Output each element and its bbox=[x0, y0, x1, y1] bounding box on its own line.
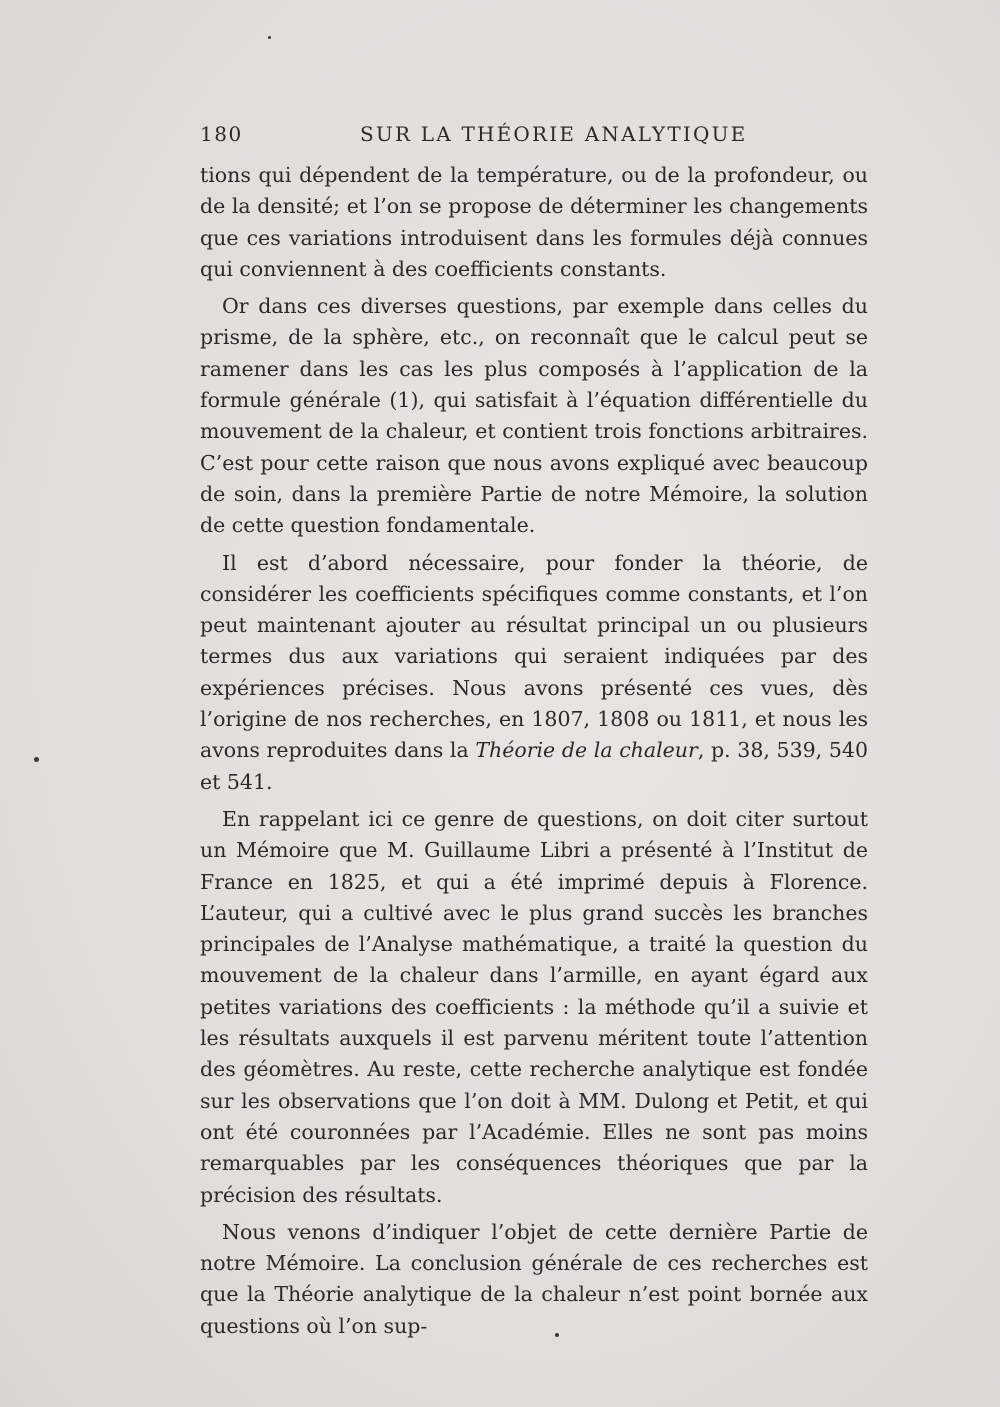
paragraph-3-text-before: Il est d’abord nécessaire, pour fonder la théorie, de considérer les coefficients spécifiques comme constants, et l’on peut maintenant ajouter au résultat principal un ou plusieurs termes dus aux variations qui seraient indiquées par des expériences précises. Nous avons présenté ces vues, dès l’origine de nos recherches, en 1807, 1808 ou 1811, et nous les avons reproduites dans la bbox=[200, 550, 868, 763]
body-text bbox=[200, 160, 868, 1342]
scan-speck bbox=[34, 757, 39, 762]
paragraph-1: tions qui dépendent de la température, ou de la profondeur, ou de la densité; et l’on se propose de déterminer les changements que ces variations introduisent dans les formules déjà connues qui conviennent à des coefficients constants. bbox=[200, 163, 868, 281]
page-header bbox=[200, 122, 867, 152]
scan-speck bbox=[555, 1333, 559, 1337]
scan-speck bbox=[268, 36, 271, 39]
paragraph-5: Nous venons d’indiquer l’objet de cette dernière Partie de notre Mémoire. La conclusion générale de ces recherches est que la Théorie analytique de la chaleur n’est point bornée aux questions où l’on sup- bbox=[200, 1219, 868, 1338]
paragraph-3 bbox=[200, 548, 868, 798]
running-title: SUR LA THÉORIE ANALYTIQUE bbox=[360, 122, 748, 146]
paragraph-2: Or dans ces diverses questions, par exemple dans celles du prisme, de la sphère, etc., on reconnaît que le calcul peut se ramener dans les cas les plus composés à l’application de la formule générale (1), qui satisfait à l’équation différentielle du mouvement de la chaleur, et contient trois fonctions arbitraires. C’est pour cette raison que nous avons expliqué avec beaucoup de soin, dans la première Partie de notre Mémoire, la solution de cette question fondamentale. bbox=[200, 294, 868, 538]
page-number: 180 bbox=[200, 122, 243, 146]
paragraph-3-text-after: , p. 38, 539, 540 et 541. bbox=[200, 738, 868, 794]
book-title-italic: Théorie de la chaleur bbox=[475, 738, 698, 763]
paragraph-4: En rappelant ici ce genre de questions, on doit citer surtout un Mémoire que M. Guillaume Libri a présenté à l’Institut de France en 1825, et qui a été imprimé depuis à Florence. L’auteur, qui a cultivé avec le plus grand succès les branches principales de l’Analyse mathématique, a traité la question du mouvement de la chaleur dans l’armille, en ayant égard aux petites variations des coefficients : la méthode qu’il a suivie et les résultats auxquels il est parvenu méritent toute l’attention des géomètres. Au reste, cette recherche analytique est fondée sur les observations que l’on doit à MM. Dulong et Petit, et qui ont été couronnées par l’Académie. Elles ne sont pas moins remarquables par les conséquences théoriques que par la précision des résultats. bbox=[200, 806, 868, 1207]
